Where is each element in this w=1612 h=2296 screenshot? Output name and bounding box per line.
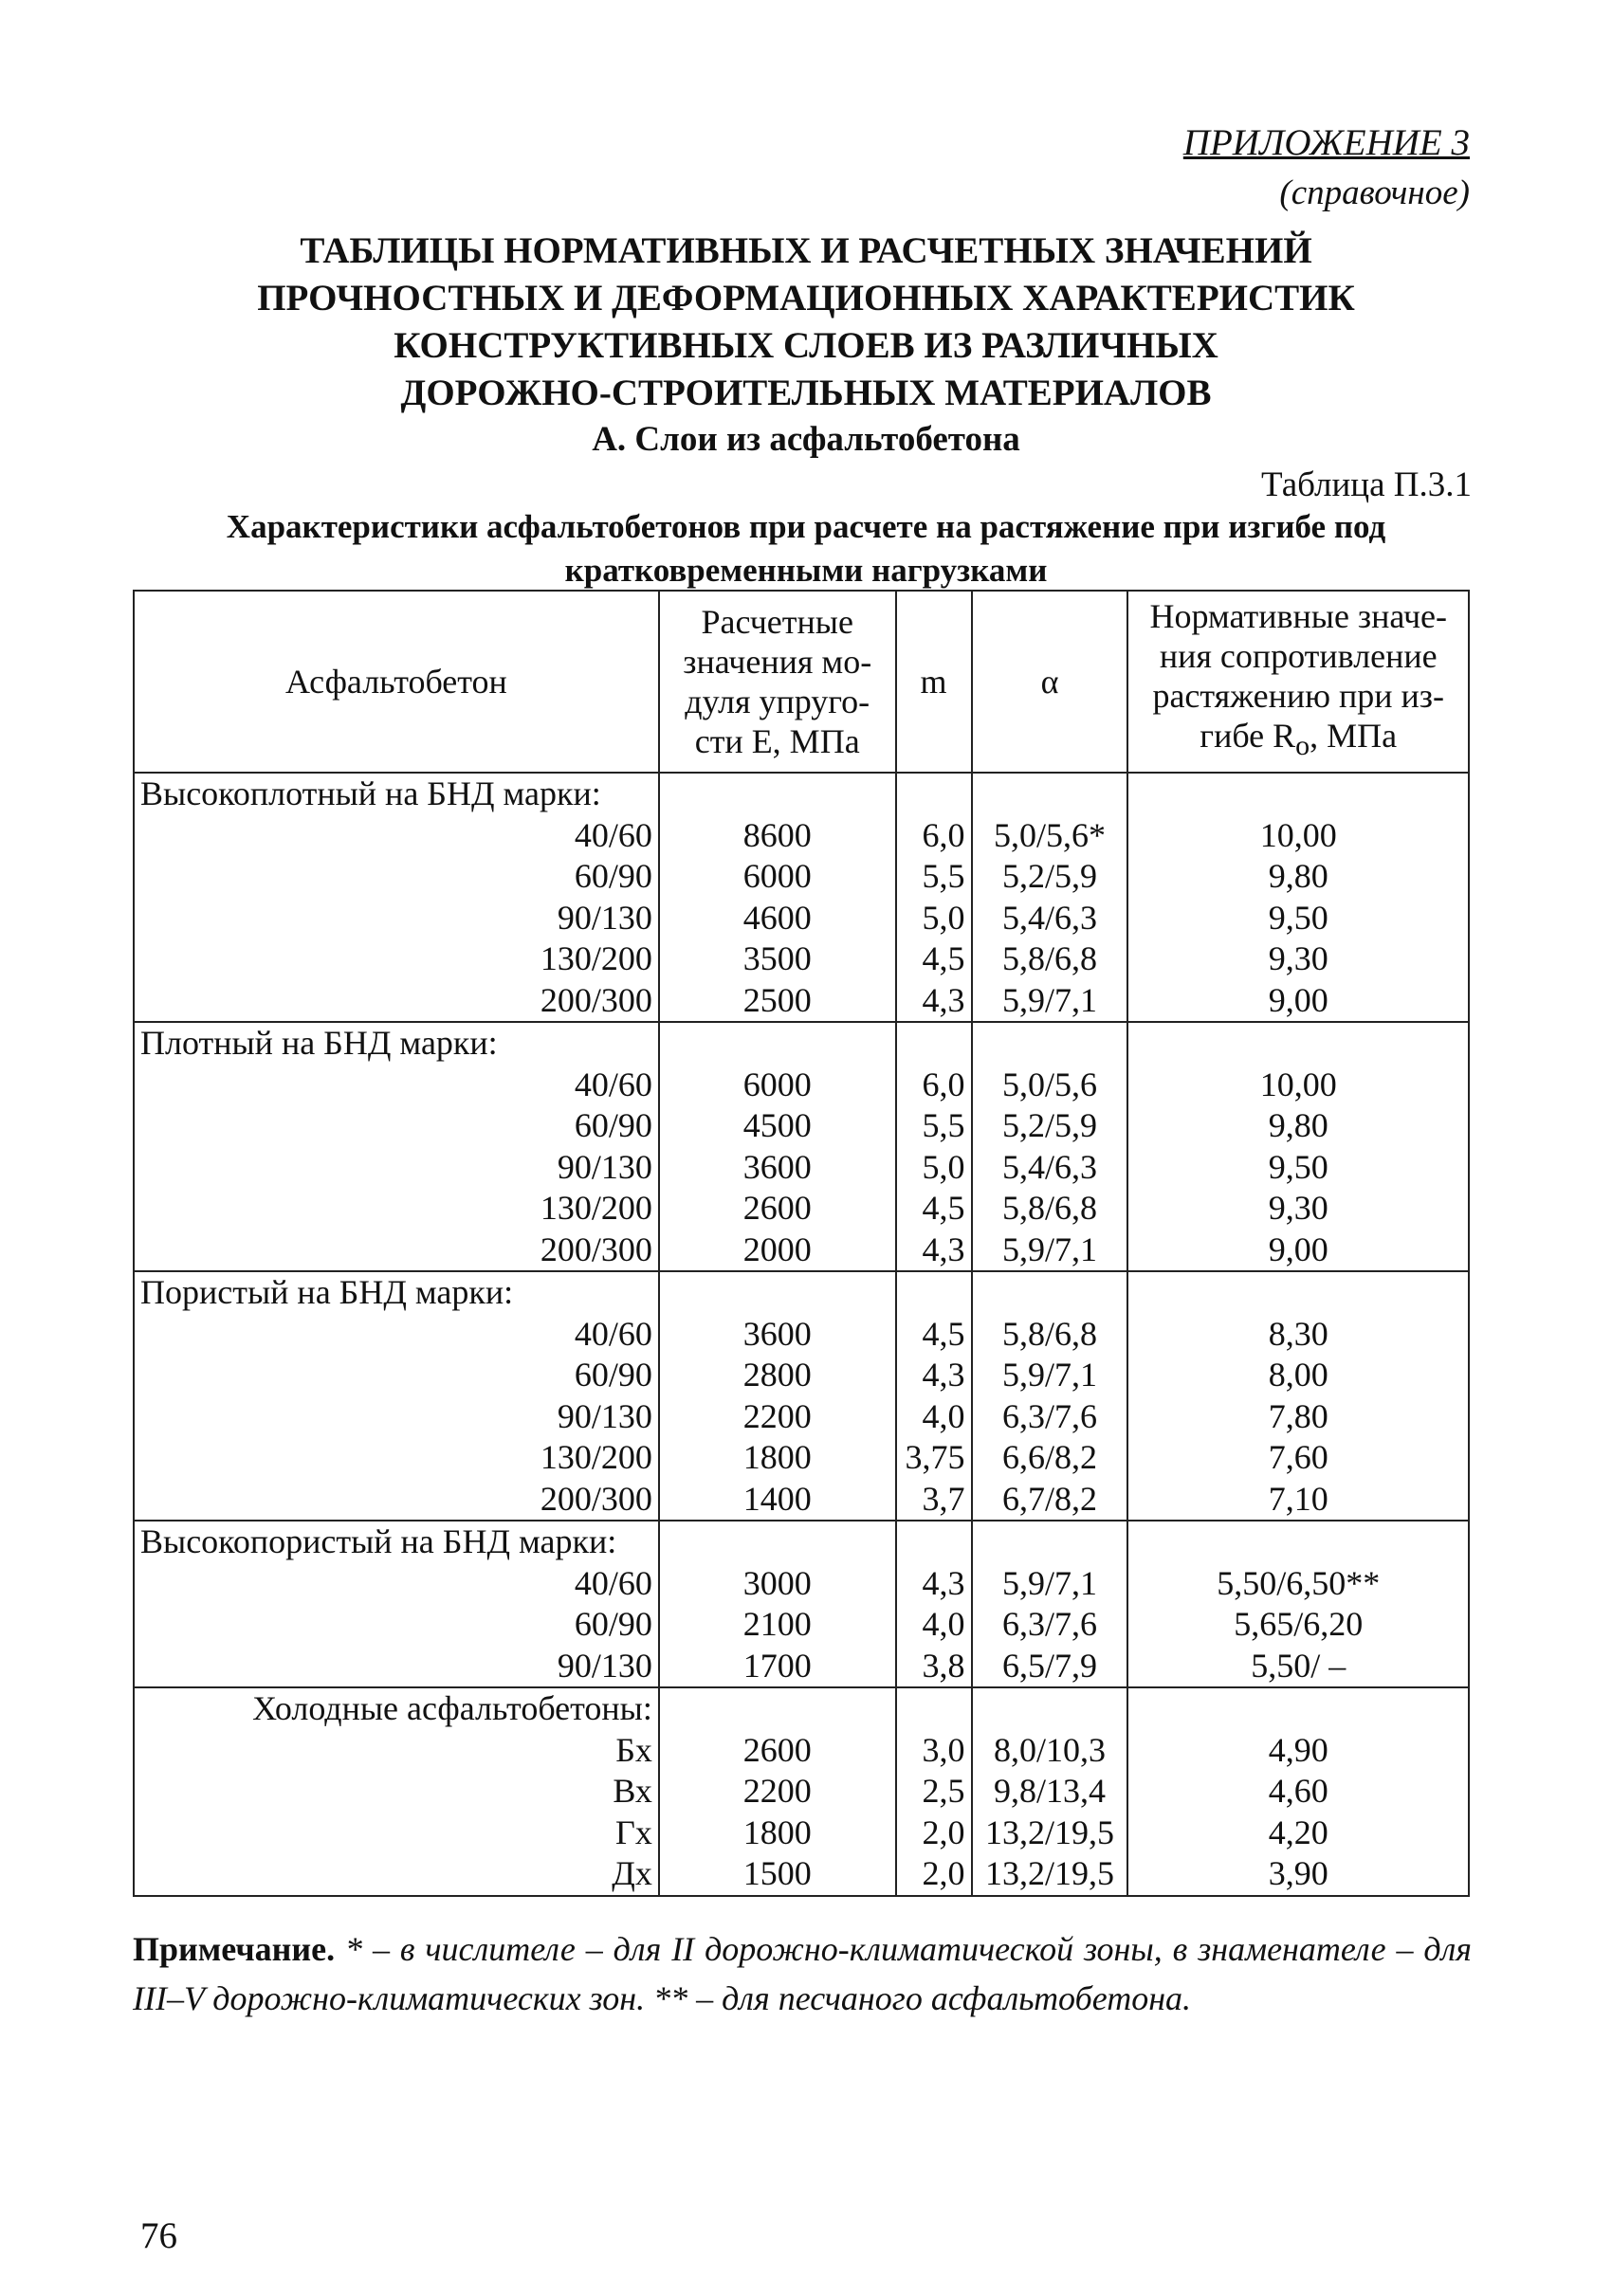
resistance-cell: 7,10 [1127,1479,1469,1522]
alpha-cell: 5,8/6,8 [972,938,1128,980]
grade-cell: 40/60 [134,815,659,857]
table-row [134,1853,1469,1896]
group-name: Пористый на БНД марки: [134,1271,659,1314]
m-cell: 3,0 [896,1730,972,1772]
header-text: m [920,663,947,701]
modulus-cell: 6000 [659,1065,896,1106]
empty-cell [1127,773,1469,815]
grade-cell: 90/130 [134,1396,659,1438]
empty-cell [1127,1022,1469,1065]
grade-cell: 60/90 [134,1105,659,1147]
table-caption [133,505,1479,592]
section-title: А. Слои из асфальтобетона [592,420,1020,459]
alpha-cell: 5,2/5,9 [972,1105,1128,1147]
empty-cell [972,1687,1128,1730]
header-text: Нормативные значе- [1149,597,1448,636]
table-row [134,1771,1469,1813]
m-cell: 4,0 [896,1604,972,1646]
alpha-cell: 5,4/6,3 [972,1147,1128,1189]
empty-cell [659,1521,896,1563]
grade-cell: 200/300 [134,1230,659,1272]
table-note [133,1924,1472,2023]
m-cell: 4,3 [896,1563,972,1605]
table-group-row [134,773,1469,815]
m-cell: 5,5 [896,1105,972,1147]
m-cell: 4,0 [896,1396,972,1438]
grade-cell: 200/300 [134,1479,659,1522]
table-row [134,1147,1469,1189]
m-cell: 3,7 [896,1479,972,1522]
alpha-cell: 6,3/7,6 [972,1396,1128,1438]
modulus-cell: 1400 [659,1479,896,1522]
table-group-row [134,1022,1469,1065]
caption-line: Характеристики асфальтобетонов при расчете на растяжение при изгибе под [226,508,1386,545]
resistance-cell: 10,00 [1127,1065,1469,1106]
modulus-cell: 2600 [659,1730,896,1772]
grade-cell: Бх [134,1730,659,1772]
grade-cell: 60/90 [134,1604,659,1646]
grade-cell: Вх [134,1771,659,1813]
alpha-cell: 5,9/7,1 [972,1355,1128,1396]
m-cell: 6,0 [896,815,972,857]
m-cell: 4,3 [896,980,972,1023]
resistance-cell: 4,90 [1127,1730,1469,1772]
modulus-cell: 3000 [659,1563,896,1605]
grade-cell: 90/130 [134,1646,659,1688]
grade-cell: 90/130 [134,1147,659,1189]
alpha-cell: 5,0/5,6 [972,1065,1128,1106]
header-text: Асфальтобетон [285,663,507,701]
modulus-cell: 1700 [659,1646,896,1688]
modulus-cell: 8600 [659,815,896,857]
resistance-cell: 3,90 [1127,1853,1469,1896]
table-row [134,980,1469,1023]
title-line: ДОРОЖНО-СТРОИТЕЛЬНЫХ МАТЕРИАЛОВ [400,373,1212,413]
header-text: растяжению при из- [1152,677,1445,716]
m-cell: 3,75 [896,1437,972,1479]
m-cell: 2,0 [896,1853,972,1896]
table-number: Таблица П.3.1 [1261,465,1472,504]
header-text: α [1040,663,1059,701]
group-name: Высокопористый на БНД марки: [134,1521,659,1563]
table-row [134,1314,1469,1356]
alpha-cell: 5,2/5,9 [972,856,1128,898]
table-row [134,1105,1469,1147]
resistance-cell: 5,65/6,20 [1127,1604,1469,1646]
grade-cell: 130/200 [134,1188,659,1230]
resistance-cell: 5,50/6,50** [1127,1563,1469,1605]
header-resistance [1127,591,1469,773]
m-cell: 5,5 [896,856,972,898]
modulus-cell: 2200 [659,1396,896,1438]
empty-cell [972,1521,1128,1563]
resistance-cell: 8,00 [1127,1355,1469,1396]
alpha-cell: 5,9/7,1 [972,980,1128,1023]
modulus-cell: 6000 [659,856,896,898]
resistance-cell: 5,50/ – [1127,1646,1469,1688]
table-row [134,1355,1469,1396]
resistance-cell: 8,30 [1127,1314,1469,1356]
title-line: ПРОЧНОСТНЫХ И ДЕФОРМАЦИОННЫХ ХАРАКТЕРИСТИК [257,278,1355,319]
empty-cell [972,1271,1128,1314]
alpha-cell: 5,9/7,1 [972,1230,1128,1272]
grade-cell: Дх [134,1853,659,1896]
modulus-cell: 2000 [659,1230,896,1272]
header-text: гибе $R_o$, МПа [1200,717,1398,762]
table-row [134,1563,1469,1605]
empty-cell [972,1022,1128,1065]
table-row [134,1604,1469,1646]
note-text: * – в числителе – для II дорожно-климатической зоны, в знаменателе – для III–V дорожно-климатических зон. ** – для песчаного асфальтобетона. [133,1930,1473,2017]
grade-cell: 40/60 [134,1314,659,1356]
resistance-cell: 7,60 [1127,1437,1469,1479]
header-material [134,591,659,773]
empty-cell [896,1687,972,1730]
modulus-cell: 2600 [659,1188,896,1230]
m-cell: 2,0 [896,1813,972,1854]
m-cell: 4,5 [896,1314,972,1356]
resistance-cell: 9,80 [1127,856,1469,898]
modulus-cell: 2500 [659,980,896,1023]
m-cell: 5,0 [896,1147,972,1189]
m-cell: 2,5 [896,1771,972,1813]
table-row [134,856,1469,898]
empty-cell [1127,1271,1469,1314]
table-row [134,1230,1469,1272]
empty-cell [1127,1521,1469,1563]
page-number: 76 [140,2215,177,2256]
m-cell: 6,0 [896,1065,972,1106]
modulus-cell: 3600 [659,1314,896,1356]
grade-cell: 130/200 [134,1437,659,1479]
alpha-cell: 5,8/6,8 [972,1188,1128,1230]
group-name: Высокоплотный на БНД марки: [134,773,659,815]
m-cell: 5,0 [896,898,972,939]
alpha-cell: 6,6/8,2 [972,1437,1128,1479]
resistance-cell: 4,60 [1127,1771,1469,1813]
alpha-cell: 13,2/19,5 [972,1813,1128,1854]
resistance-cell: 7,80 [1127,1396,1469,1438]
header-modulus [659,591,896,773]
grade-cell: 130/200 [134,938,659,980]
characteristics-table [133,590,1470,1897]
m-cell: 4,5 [896,1188,972,1230]
empty-cell [896,1521,972,1563]
alpha-cell: 6,3/7,6 [972,1604,1128,1646]
alpha-cell: 5,9/7,1 [972,1563,1128,1605]
resistance-cell: 4,20 [1127,1813,1469,1854]
table-row [134,938,1469,980]
modulus-cell: 3600 [659,1147,896,1189]
header-text: Расчетные [701,603,853,641]
table-row [134,1065,1469,1106]
modulus-cell: 4500 [659,1105,896,1147]
header-text: дуля упруго- [685,683,870,720]
title-line: ТАБЛИЦЫ НОРМАТИВНЫХ И РАСЧЕТНЫХ ЗНАЧЕНИЙ [300,230,1312,271]
m-cell: 4,5 [896,938,972,980]
empty-cell [659,773,896,815]
grade-cell: 40/60 [134,1563,659,1605]
table-row [134,898,1469,939]
resistance-cell: 9,00 [1127,1230,1469,1272]
alpha-cell: 5,0/5,6* [972,815,1128,857]
resistance-cell: 9,30 [1127,1188,1469,1230]
resistance-cell: 10,00 [1127,815,1469,857]
grade-cell: 60/90 [134,856,659,898]
caption-line: кратковременными нагрузками [564,552,1048,589]
resistance-cell: 9,50 [1127,898,1469,939]
modulus-cell: 1800 [659,1437,896,1479]
grade-cell: 90/130 [134,898,659,939]
header-text: ния сопротивление [1159,637,1438,676]
empty-cell [896,1271,972,1314]
header-m [896,591,972,773]
m-cell: 4,3 [896,1230,972,1272]
modulus-cell: 2100 [659,1604,896,1646]
header-alpha [972,591,1128,773]
main-title [142,228,1470,417]
empty-cell [972,773,1128,815]
table-body [134,773,1469,1896]
table-row [134,1813,1469,1854]
table-group-row [134,1271,1469,1314]
note-label: Примечание. [133,1930,336,1968]
empty-cell [659,1271,896,1314]
grade-cell: 60/90 [134,1355,659,1396]
modulus-cell: 1500 [659,1853,896,1896]
resistance-cell: 9,00 [1127,980,1469,1023]
header-text: значения мо- [683,643,872,681]
modulus-cell: 2200 [659,1771,896,1813]
alpha-cell: 9,8/13,4 [972,1771,1128,1813]
m-cell: 3,8 [896,1646,972,1688]
modulus-cell: 2800 [659,1355,896,1396]
alpha-cell: 6,5/7,9 [972,1646,1128,1688]
table-row [134,1730,1469,1772]
resistance-cell: 9,50 [1127,1147,1469,1189]
empty-cell [896,773,972,815]
header-text: сти E, МПа [694,722,860,760]
grade-cell: Гх [134,1813,659,1854]
table-row [134,815,1469,857]
appendix-label: ПРИЛОЖЕНИЕ 3 [1182,122,1470,163]
table-row [134,1646,1469,1688]
table-group-row [134,1687,1469,1730]
grade-cell: 40/60 [134,1065,659,1106]
table-row [134,1479,1469,1522]
modulus-cell: 3500 [659,938,896,980]
modulus-cell: 4600 [659,898,896,939]
empty-cell [659,1687,896,1730]
empty-cell [1127,1687,1469,1730]
title-line: КОНСТРУКТИВНЫХ СЛОЕВ ИЗ РАЗЛИЧНЫХ [394,325,1218,366]
alpha-cell: 5,4/6,3 [972,898,1128,939]
group-name: Холодные асфальтобетоны: [134,1687,659,1730]
alpha-cell: 8,0/10,3 [972,1730,1128,1772]
alpha-cell: 5,8/6,8 [972,1314,1128,1356]
resistance-cell: 9,30 [1127,938,1469,980]
m-cell: 4,3 [896,1355,972,1396]
group-name: Плотный на БНД марки: [134,1022,659,1065]
empty-cell [659,1022,896,1065]
table-row [134,1396,1469,1438]
modulus-cell: 1800 [659,1813,896,1854]
reference-label: (справочное) [1279,173,1470,212]
alpha-cell: 6,7/8,2 [972,1479,1128,1522]
alpha-cell: 13,2/19,5 [972,1853,1128,1896]
grade-cell: 200/300 [134,980,659,1023]
table-group-row [134,1521,1469,1563]
table-row [134,1437,1469,1479]
table-header-row [134,591,1469,773]
empty-cell [896,1022,972,1065]
resistance-cell: 9,80 [1127,1105,1469,1147]
table-row [134,1188,1469,1230]
